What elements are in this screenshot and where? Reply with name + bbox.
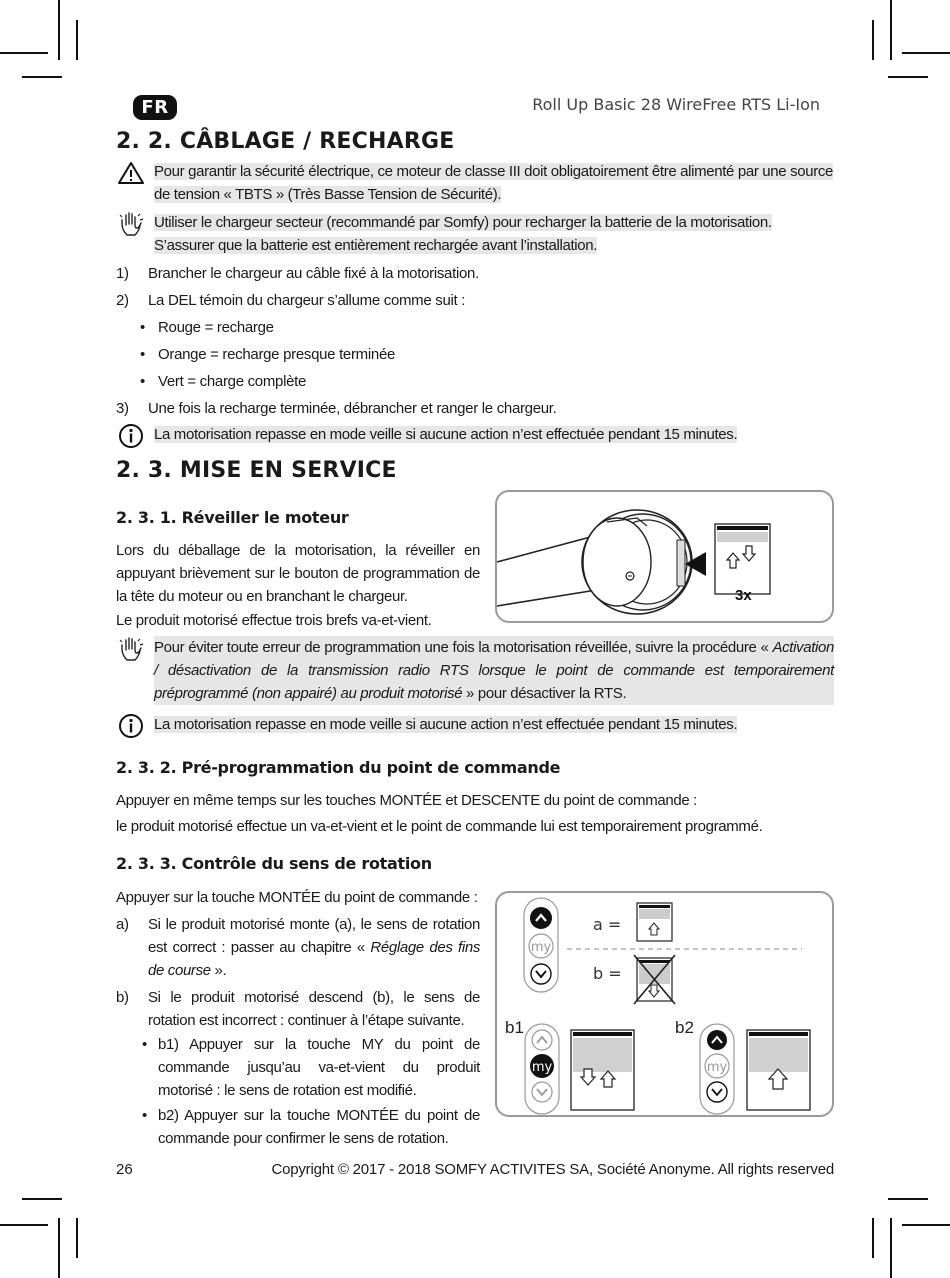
info-note xyxy=(116,713,834,739)
crop-mark xyxy=(76,1218,78,1258)
crop-mark xyxy=(872,1218,874,1258)
info-icon xyxy=(116,423,146,449)
info-note xyxy=(116,423,834,449)
copyright-notice: Copyright © 2017 - 2018 SOMFY ACTIVITES SA, Société Anonyme. All rights reserved xyxy=(271,1161,834,1178)
rotation-intro: Appuyer sur la touche MONTÉE du point de commande : xyxy=(116,889,478,906)
crop-mark xyxy=(58,0,60,60)
hand-icon xyxy=(116,211,146,237)
rotation-case-b: b) Si le produit motorisé descend (b), le sens de rotation est incorrect : continuer à l’étape suivante. xyxy=(116,989,480,1029)
preprog-line: le produit motorisé effectue un va-et-vient et le point de commande lui est temporairement programmé. xyxy=(116,818,763,835)
crop-mark xyxy=(76,20,78,60)
my-button-label: my xyxy=(531,1060,553,1075)
section-title-cablage: 2. 2. CÂBLAGE / RECHARGE xyxy=(116,129,455,154)
wake-paragraph: Lors du déballage de la motorisation, la réveiller en appuyant brièvement sur le bouton de programmation de la tête du moteur ou en branchant le chargeur. xyxy=(116,542,480,605)
crop-mark xyxy=(890,1218,892,1278)
warning-note-text: Pour garantir la sécurité électrique, ce moteur de classe III doit obligatoirement être alimenté par une source de tension « TBTS » (Très Basse Tension de Sécurité). xyxy=(154,163,834,203)
step-b2-label: b2 xyxy=(675,1018,694,1037)
subsection-title-wake: 2. 3. 1. Réveiller le moteur xyxy=(116,508,349,527)
warning-icon xyxy=(116,160,146,186)
crop-mark xyxy=(22,1198,62,1200)
subsection-title-rotation: 2. 3. 3. Contrôle du sens de rotation xyxy=(116,854,432,873)
step-b1-label: b1 xyxy=(505,1018,524,1037)
hand-note-rts: Pour éviter toute erreur de programmation une fois la motorisation réveillée, suivre la procédure « Activation / désactivation de la transmission radio RTS lorsque le point de commande est temporairement préprogrammé (non appairé) au produit motorisé » pour désactiver la RTS. xyxy=(116,636,834,705)
rotation-figure xyxy=(495,891,834,1117)
led-state-item: • Vert = charge complète xyxy=(140,371,306,393)
step-item: 1) Brancher le chargeur au câble fixé à la motorisation. xyxy=(116,265,479,282)
crop-mark xyxy=(872,20,874,60)
crop-mark xyxy=(0,1224,48,1226)
preprog-line: Appuyer en même temps sur les touches MONTÉE et DESCENTE du point de commande : xyxy=(116,792,697,809)
case-a-label: a = xyxy=(593,915,622,934)
crop-mark xyxy=(58,1218,60,1278)
warning-note xyxy=(116,160,834,206)
crop-mark xyxy=(888,76,928,78)
crop-mark xyxy=(890,0,892,60)
crop-mark xyxy=(902,52,950,54)
wake-count-label: 3x xyxy=(735,587,752,604)
step-item: 2) La DEL témoin du chargeur s’allume comme suit : xyxy=(116,292,466,309)
step-item: 3) Une fois la recharge terminée, débrancher et ranger le chargeur. xyxy=(116,400,557,417)
section-title-service: 2. 3. MISE EN SERVICE xyxy=(116,458,397,483)
rotation-step-b1: • b1) Appuyer sur la touche MY du point de commande jusqu’au va-et-vient du produit motorisé : le sens de rotation est modifié. xyxy=(142,1036,480,1099)
product-name: Roll Up Basic 28 WireFree RTS Li-Ion xyxy=(532,95,820,114)
subsection-title-preprog: 2. 3. 2. Pré-programmation du point de commande xyxy=(116,758,561,777)
crop-mark xyxy=(902,1224,950,1226)
led-state-item: • Orange = recharge presque terminée xyxy=(140,344,395,366)
info-note-text: La motorisation repasse en mode veille si aucune action n’est effectuée pendant 15 minutes. xyxy=(154,716,738,733)
hand-note xyxy=(116,211,834,257)
page-number: 26 xyxy=(116,1161,133,1178)
language-badge: FR xyxy=(133,95,177,120)
my-button-label: my xyxy=(530,940,552,955)
hand-icon xyxy=(116,636,146,662)
info-icon xyxy=(116,713,146,739)
crop-mark xyxy=(22,76,62,78)
info-note-text: La motorisation repasse en mode veille si aucune action n’est effectuée pendant 15 minutes. xyxy=(154,426,738,443)
crop-mark xyxy=(0,52,48,54)
my-button-label: my xyxy=(706,1060,728,1075)
hand-note-text: Utiliser le chargeur secteur (recommandé par Somfy) pour recharger la batterie de la motorisation. S’assurer que la batterie est entièrement rechargée avant l’installation. xyxy=(154,214,772,254)
led-state-item: • Rouge = recharge xyxy=(140,317,274,339)
wake-result: Le produit motorisé effectue trois brefs va-et-vient. xyxy=(116,612,432,629)
motor-wake-figure xyxy=(495,490,834,623)
crop-mark xyxy=(888,1198,928,1200)
case-b-label: b = xyxy=(593,964,622,983)
rotation-case-a: a) Si le produit motorisé monte (a), le sens de rotation est correct : passer au chapitre « Réglage des fins de course ». xyxy=(116,916,481,979)
rotation-step-b2: • b2) Appuyer sur la touche MONTÉE du point de commande pour confirmer le sens de rotation. xyxy=(142,1107,480,1147)
